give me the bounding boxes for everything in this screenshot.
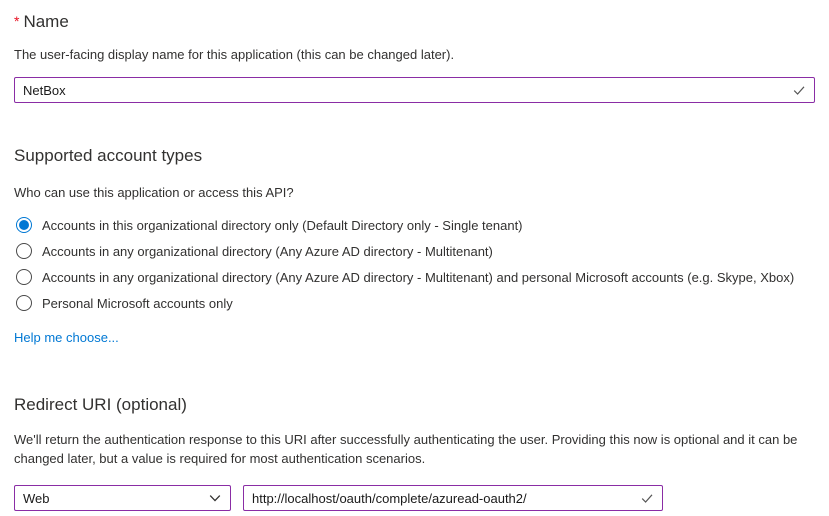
check-icon bbox=[640, 491, 654, 505]
account-types-question: Who can use this application or access this API? bbox=[14, 185, 294, 200]
radio-option-single-tenant[interactable] bbox=[14, 212, 815, 238]
radio-option-label: Accounts in this organizational directory only (Default Directory only - Single tenant) bbox=[42, 217, 523, 233]
check-icon bbox=[792, 83, 806, 97]
radio-option-multitenant[interactable] bbox=[14, 238, 815, 264]
required-asterisk: * bbox=[14, 13, 20, 29]
app-name-field bbox=[14, 77, 815, 103]
redirect-uri-field bbox=[243, 485, 663, 511]
radio-button[interactable] bbox=[16, 217, 32, 233]
radio-button[interactable] bbox=[16, 295, 32, 311]
name-section-title bbox=[14, 11, 815, 32]
radio-option-label: Accounts in any organizational directory (Any Azure AD directory - Multitenant) bbox=[42, 243, 493, 259]
chevron-down-icon bbox=[208, 491, 222, 505]
radio-button[interactable] bbox=[16, 269, 32, 285]
name-section-title-text: Name bbox=[23, 12, 69, 31]
redirect-uri-row bbox=[14, 485, 815, 511]
help-me-choose-link[interactable]: Help me choose... bbox=[14, 330, 119, 345]
radio-option-multitenant-personal[interactable] bbox=[14, 264, 815, 290]
redirect-uri-input[interactable] bbox=[244, 486, 662, 510]
account-types-radio-group bbox=[14, 212, 815, 316]
redirect-uri-description: We'll return the authentication response to this URI after successfully authenticating the user. Providing this now is optional and it can be changed later, but a value is required for most authentication scenarios. bbox=[14, 432, 798, 466]
platform-select[interactable] bbox=[14, 485, 231, 511]
radio-option-label: Personal Microsoft accounts only bbox=[42, 295, 233, 311]
radio-button[interactable] bbox=[16, 243, 32, 259]
radio-option-personal-only[interactable] bbox=[14, 290, 815, 316]
account-types-section-title: Supported account types bbox=[14, 146, 203, 165]
radio-option-label: Accounts in any organizational directory (Any Azure AD directory - Multitenant) and personal Microsoft accounts (e.g. Skype, Xbox) bbox=[42, 269, 795, 285]
redirect-uri-section-title: Redirect URI (optional) bbox=[14, 395, 187, 414]
app-name-input[interactable] bbox=[15, 78, 814, 102]
name-description: The user-facing display name for this application (this can be changed later). bbox=[14, 47, 455, 62]
platform-select-value: Web bbox=[23, 490, 50, 506]
